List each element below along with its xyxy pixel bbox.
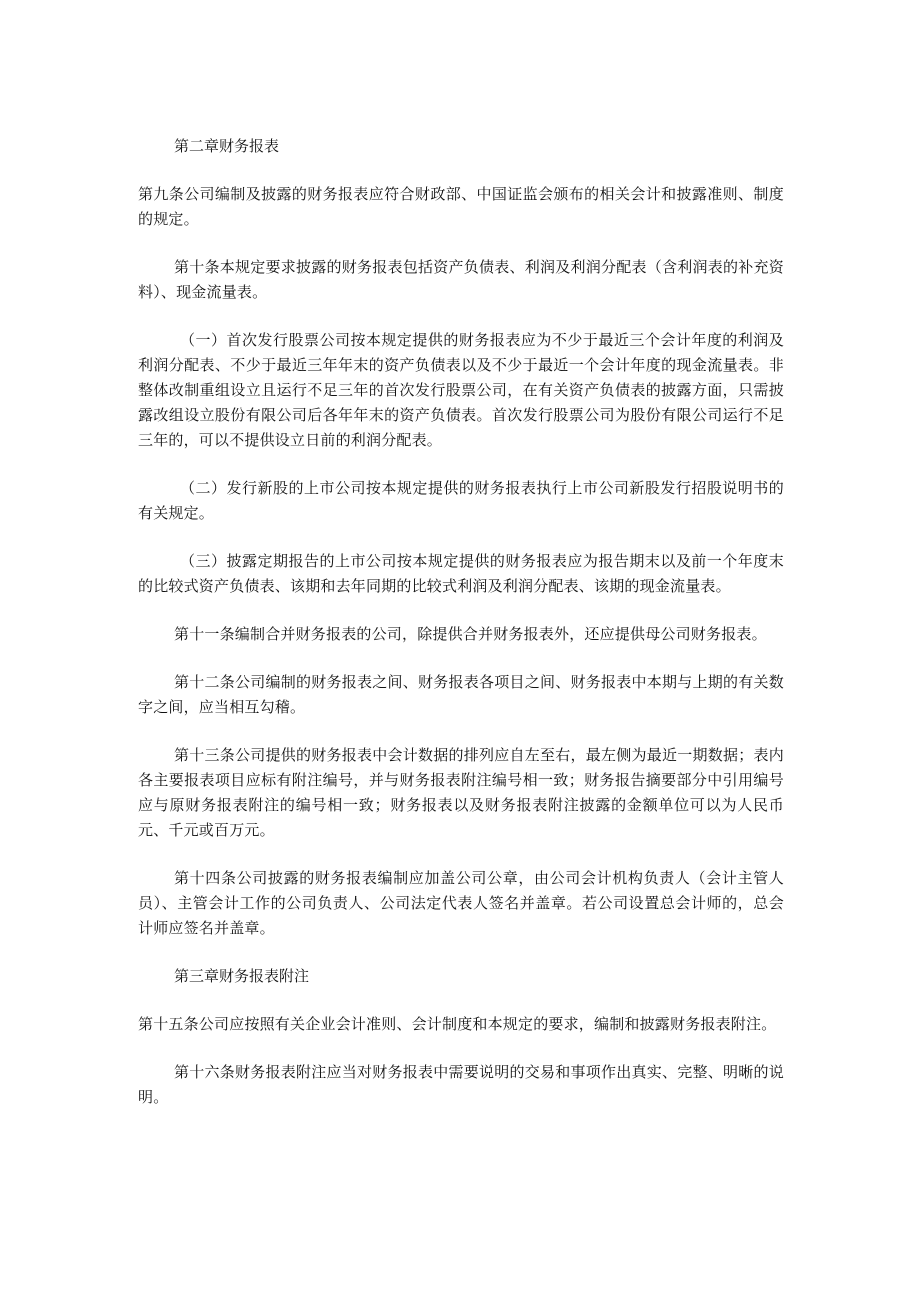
article-10-item-2: （二）发行新股的上市公司按本规定提供的财务报表执行上市公司新股发行招股说明书的有关规定。 <box>138 479 784 522</box>
article-13: 第十三条公司提供的财务报表中会计数据的排列应自左至右，最左侧为最近一期数据；表内各主要报表项目应标有附注编号，并与财务报表附注编号相一致；财务报告摘要部分中引用编号应与原财务报表附注的编号相一致；财务报表以及财务报表附注披露的金额单位可以为人民币元、千元或百万元。 <box>138 746 784 839</box>
article-16: 第十六条财务报表附注应当对财务报表中需要说明的交易和事项作出真实、完整、明晰的说明。 <box>138 1063 784 1106</box>
chapter-2-heading: 第二章财务报表 <box>174 137 280 155</box>
article-10-item-3: （三）披露定期报告的上市公司按本规定提供的财务报表应为报告期末以及前一个年度末的比较式资产负债表、该期和去年同期的比较式利润及利润分配表、该期的现金流量表。 <box>138 552 784 595</box>
article-9: 第九条公司编制及披露的财务报表应符合财政部、中国证监会颁布的相关会计和披露准则、制度的规定。 <box>138 185 784 228</box>
article-10-item-1: （一）首次发行股票公司按本规定提供的财务报表应为不少于最近三个会计年度的利润及利润分配表、不少于最近三年年末的资产负债表以及不少于最近一个会计年度的现金流量表。非整体改制重组设立且运行不足三年的首次发行股票公司，在有关资产负债表的披露方面，只需披露改组设立股份有限公司后各年年末的资产负债表。首次发行股票公司为股份有限公司运行不足三年的，可以不提供设立日前的利润分配表。 <box>138 331 784 449</box>
article-15: 第十五条公司应按照有关企业会计准则、会计制度和本规定的要求，编制和披露财务报表附注。 <box>138 1015 777 1033</box>
article-14: 第十四条公司披露的财务报表编制应加盖公司公章，由公司会计机构负责人（会计主管人员）、主管会计工作的公司负责人、公司法定代表人签名并盖章。若公司设置总会计师的，总会计师应签名并盖章。 <box>138 869 784 937</box>
chapter-3-heading: 第三章财务报表附注 <box>174 967 310 985</box>
article-10: 第十条本规定要求披露的财务报表包括资产负债表、利润及利润分配表（含利润表的补充资料）、现金流量表。 <box>138 258 784 301</box>
article-12: 第十二条公司编制的财务报表之间、财务报表各项目之间、财务报表中本期与上期的有关数字之间，应当相互勾稽。 <box>138 673 784 716</box>
document-body <box>138 134 784 1133</box>
article-11: 第十一条编制合并财务报表的公司，除提供合并财务报表外，还应提供母公司财务报表。 <box>174 625 767 643</box>
